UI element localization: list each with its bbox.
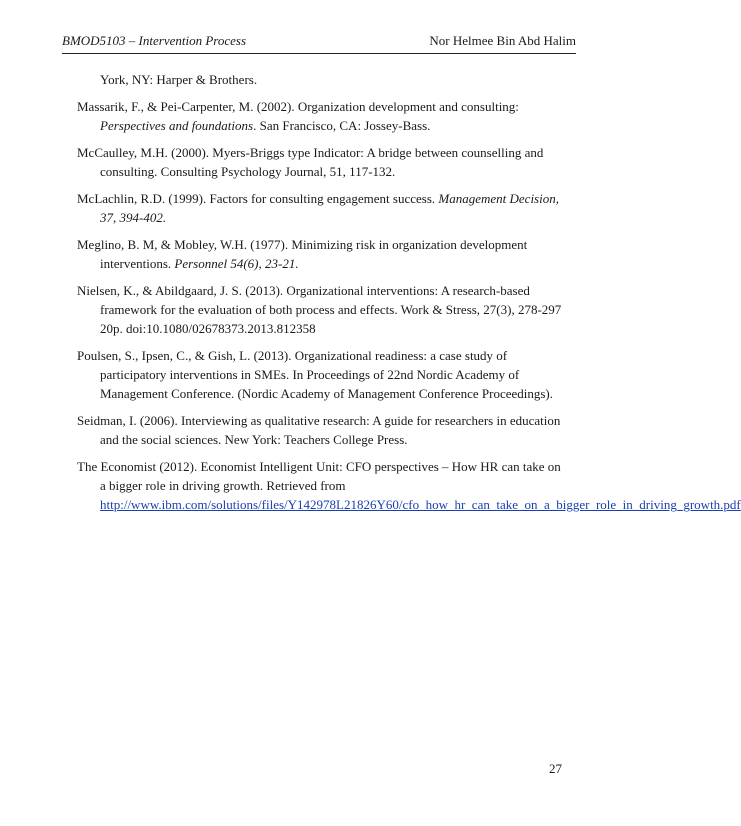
reference-item: McLachlin, R.D. (1999). Factors for consulting engagement success. Management Decision, 37, 394-402. <box>77 191 559 225</box>
course-title: BMOD5103 – Intervention Process <box>62 33 247 48</box>
reference-item: Seidman, I. (2006). Interviewing as qualitative research: A guide for researchers in education and the social sciences. New York: Teachers College Press. <box>77 413 561 447</box>
reference-item: Poulsen, S., Ipsen, C., & Gish, L. (2013). Organizational readiness: a case study of participatory interventions in SMEs. In Proceedings of 22nd Nordic Academy of Management Conference. (Nordic Academy of Management Conference Proceedings). <box>77 348 554 401</box>
reference-list <box>77 70 741 522</box>
reference-continuation: York, NY: Harper & Brothers. <box>100 72 258 87</box>
reference-item: Meglino, B. M, & Mobley, W.H. (1977). Minimizing risk in organization development interventions. Personnel 54(6), 23-21. <box>77 237 528 271</box>
page-number: 27 <box>549 761 562 776</box>
reference-item: The Economist (2012). Economist Intelligent Unit: CFO perspectives – How HR can take on a bigger role in driving growth. Retrieved from http://www.ibm.com/solutions/files/Y142978L21826Y60/cfo_how_hr_can_take_on_a_bigger_role_in_driving_growth.pdf <box>77 459 741 512</box>
reference-url-link[interactable]: http://www.ibm.com/solutions/files/Y142978L21826Y60/cfo_how_hr_can_take_on_a_bigger_role_in_driving_growth.pdf <box>100 497 741 512</box>
reference-item: Massarik, F., & Pei-Carpenter, M. (2002). Organization development and consulting: Perspectives and foundations. San Francisco, CA: Jossey-Bass. <box>77 99 519 133</box>
reference-item: Nielsen, K., & Abildgaard, J. S. (2013). Organizational interventions: A research-based framework for the evaluation of both process and effects. Work & Stress, 27(3), 278-297 20p. doi:10.1080/02678373.2013.812358 <box>77 283 562 336</box>
author-name: Nor Helmee Bin Abd Halim <box>429 33 576 48</box>
running-header <box>62 31 576 54</box>
reference-item: McCaulley, M.H. (2000). Myers-Briggs type Indicator: A bridge between counselling and consulting. Consulting Psychology Journal, 51, 117-132. <box>77 145 544 179</box>
